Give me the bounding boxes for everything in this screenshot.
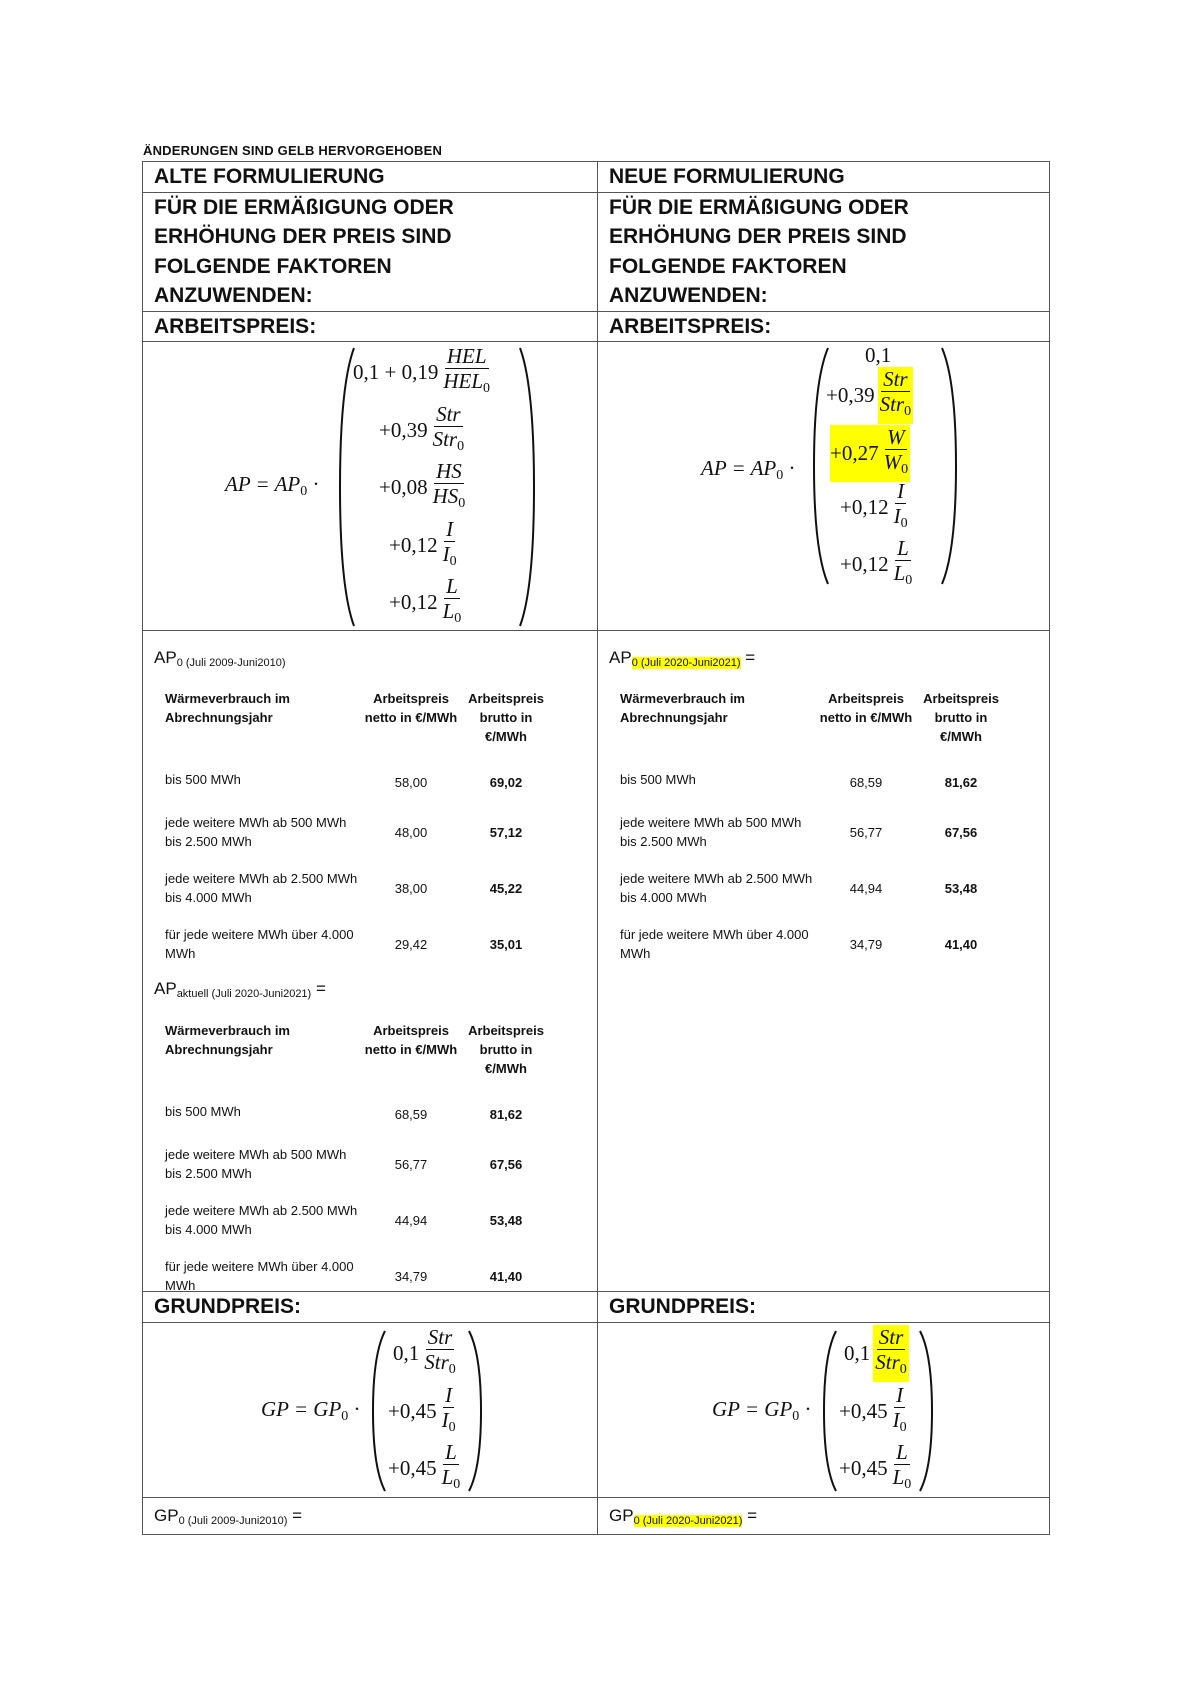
formula-term: 0,1 xyxy=(865,343,892,367)
formula-term: +0,45 $\frac{L}{L_0}$ xyxy=(388,1439,461,1492)
right-paren-icon xyxy=(516,346,538,628)
right-paren-icon xyxy=(916,1329,936,1493)
table-row: jede weitere MWh ab 2.500 MWh bis 4.000 MWh 38,00 45,22 xyxy=(165,871,523,905)
col-header: Arbeitspreis brutto in €/MWh xyxy=(468,1023,544,1076)
ap0-label: AP0 (Juli 2020-Juni2021) = xyxy=(609,648,756,669)
gp0-label: GP0 (Juli 2020-Juni2021) = xyxy=(609,1505,758,1527)
formula-term: 0,1 $\frac{\text{Str}}{Str_0}$ xyxy=(393,1324,456,1377)
formula-term: +0,39 $\frac{\text{Str}}{Str_0}$ xyxy=(826,367,913,424)
formula-term: +0,12 $\frac{L}{L_0}$ xyxy=(389,574,462,626)
grundpreis-heading-row xyxy=(143,1292,1050,1323)
left-paren-icon xyxy=(369,1329,389,1493)
table-row: für jede weitere MWh über 4.000 MWh 29,42 35,01 xyxy=(165,927,523,961)
comparison-table xyxy=(142,161,1050,1535)
table-row: für jede weitere MWh über 4.000 MWh 34,79 41,40 xyxy=(620,927,978,961)
left-paren-icon xyxy=(820,1329,840,1493)
new-title: NEUE FORMULIERUNG xyxy=(598,162,1050,193)
ap-values-row xyxy=(143,631,1050,1292)
intro-line: FÜR DIE ERMÄßIGUNG ODER xyxy=(609,195,909,219)
formula-term: +0,45 $\frac{L}{L_0}$ xyxy=(839,1439,912,1492)
formula-lhs: AP = $AP_0$ · xyxy=(225,472,320,499)
old-arbeitspreis-heading: ARBEITSPREIS: xyxy=(143,311,598,342)
arbeitspreis-heading-row xyxy=(143,311,1050,342)
new-gp0 xyxy=(598,1497,1050,1534)
col-header: Arbeitspreis brutto in €/MWh xyxy=(923,691,999,744)
col-header: Arbeitspreis netto in €/MWh xyxy=(819,691,913,725)
col-header: Arbeitspreis netto in €/MWh xyxy=(364,1023,458,1057)
formula-term: 0,1 + 0,19 $\frac{\text{HEL}}{HEL_0}$ xyxy=(353,344,491,396)
ap-formula-row xyxy=(143,342,1050,631)
formula-lhs: AP = $AP_0$ · xyxy=(701,456,796,483)
formula-lhs: GP = $GP_0$ · xyxy=(712,1396,812,1424)
formula-term: +0,12 $\frac{I}{I_0}$ xyxy=(840,479,908,531)
new-grundpreis-heading: GRUNDPREIS: xyxy=(598,1292,1050,1323)
ap-aktuell-price-table xyxy=(165,1021,550,1293)
gp0-label: GP0 (Juli 2009-Juni2010) = xyxy=(154,1505,303,1527)
table-row: bis 500 MWh 58,00 69,02 xyxy=(165,772,523,790)
table-header xyxy=(165,1021,550,1078)
formula-term: +0,12 $\frac{L}{L_0}$ xyxy=(840,536,913,588)
formula-term: +0,08 $\frac{HS}{HS_0}$ xyxy=(379,459,466,511)
table-row: jede weitere MWh ab 500 MWh bis 2.500 MWh 56,77 67,56 xyxy=(620,815,978,849)
formula-term: +0,45 $\frac{I}{I_0}$ xyxy=(388,1382,456,1435)
intro-line: FOLGENDE FAKTOREN xyxy=(154,254,392,278)
table-row: jede weitere MWh ab 2.500 MWh bis 4.000 MWh 44,94 53,48 xyxy=(620,871,978,905)
right-paren-icon xyxy=(938,346,960,586)
col-header: Arbeitspreis netto in €/MWh xyxy=(364,691,458,725)
new-ap-values xyxy=(598,631,1050,1292)
intro-line: ANZUWENDEN: xyxy=(609,284,768,307)
title-row xyxy=(143,162,1050,193)
changes-note: ÄNDERUNGEN SIND GELB HERVORGEHOBEN xyxy=(143,143,443,158)
intro-line: ANZUWENDEN: xyxy=(154,284,313,307)
old-ap-values xyxy=(143,631,598,1292)
formula-term: 0,1 $\frac{\text{Str}}{Str_0}$ xyxy=(844,1325,909,1382)
highlight: 0 (Juli 2020-Juni2021) xyxy=(633,1514,743,1527)
right-paren-icon xyxy=(465,1329,485,1493)
table-row: für jede weitere MWh über 4.000 MWh 34,79 41,40 xyxy=(165,1259,523,1293)
formula-term-highlighted: +0,27 $\frac{W}{W_0}$ xyxy=(830,425,910,482)
table-row: jede weitere MWh ab 500 MWh bis 2.500 MWh 56,77 67,56 xyxy=(165,1147,523,1181)
col-header: Wärmeverbrauch im Abrechnungsjahr xyxy=(165,1023,290,1057)
ap-aktuell-label: APaktuell (Juli 2020-Juni2021) = xyxy=(154,979,326,1000)
old-title: ALTE FORMULIERUNG xyxy=(143,162,598,193)
table-row: bis 500 MWh 68,59 81,62 xyxy=(620,772,978,790)
ap0-price-table xyxy=(165,689,550,961)
new-arbeitspreis-heading: ARBEITSPREIS: xyxy=(598,311,1050,342)
intro-line: ERHÖHUNG DER PREIS SIND xyxy=(609,225,907,248)
table-header xyxy=(620,689,1005,746)
formula-term: +0,39 $\frac{\text{Str}}{Str_0}$ xyxy=(379,402,465,454)
old-gp0 xyxy=(143,1497,598,1534)
col-header: Arbeitspreis brutto in €/MWh xyxy=(468,691,544,744)
new-intro xyxy=(598,192,1050,311)
ap0-label: AP0 (Juli 2009-Juni2010) xyxy=(154,648,286,669)
new-gp-formula xyxy=(598,1322,1050,1497)
table-header xyxy=(165,689,550,746)
ap0-price-table xyxy=(620,689,1005,961)
formula-term: +0,12 $\frac{I}{I_0}$ xyxy=(389,517,457,569)
new-ap-formula xyxy=(598,342,1050,631)
intro-row xyxy=(143,192,1050,311)
old-intro xyxy=(143,192,598,311)
table-row: bis 500 MWh 68,59 81,62 xyxy=(165,1104,523,1122)
highlight: 0 (Juli 2020-Juni2021) xyxy=(631,657,741,669)
intro-line: FOLGENDE FAKTOREN xyxy=(609,254,847,278)
table-row: jede weitere MWh ab 2.500 MWh bis 4.000 MWh 44,94 53,48 xyxy=(165,1203,523,1237)
formula-term: +0,45 $\frac{I}{I_0}$ xyxy=(839,1382,907,1435)
old-gp-formula xyxy=(143,1322,598,1497)
intro-line: ERHÖHUNG DER PREIS SIND xyxy=(154,225,452,248)
gp0-row xyxy=(143,1497,1050,1534)
col-header: Wärmeverbrauch im Abrechnungsjahr xyxy=(620,691,745,725)
col-header: Wärmeverbrauch im Abrechnungsjahr xyxy=(165,691,290,725)
intro-line: FÜR DIE ERMÄßIGUNG ODER xyxy=(154,195,454,219)
highlight: $\frac{\text{Str}}{Str_0}$ xyxy=(873,1325,909,1382)
highlight: $\frac{\text{Str}}{Str_0}$ xyxy=(878,367,914,424)
formula-lhs: GP = $GP_0$ · xyxy=(261,1396,361,1424)
old-ap-formula xyxy=(143,342,598,631)
gp-formula-row xyxy=(143,1322,1050,1497)
table-row: jede weitere MWh ab 500 MWh bis 2.500 MWh 48,00 57,12 xyxy=(165,815,523,849)
old-grundpreis-heading: GRUNDPREIS: xyxy=(143,1292,598,1323)
